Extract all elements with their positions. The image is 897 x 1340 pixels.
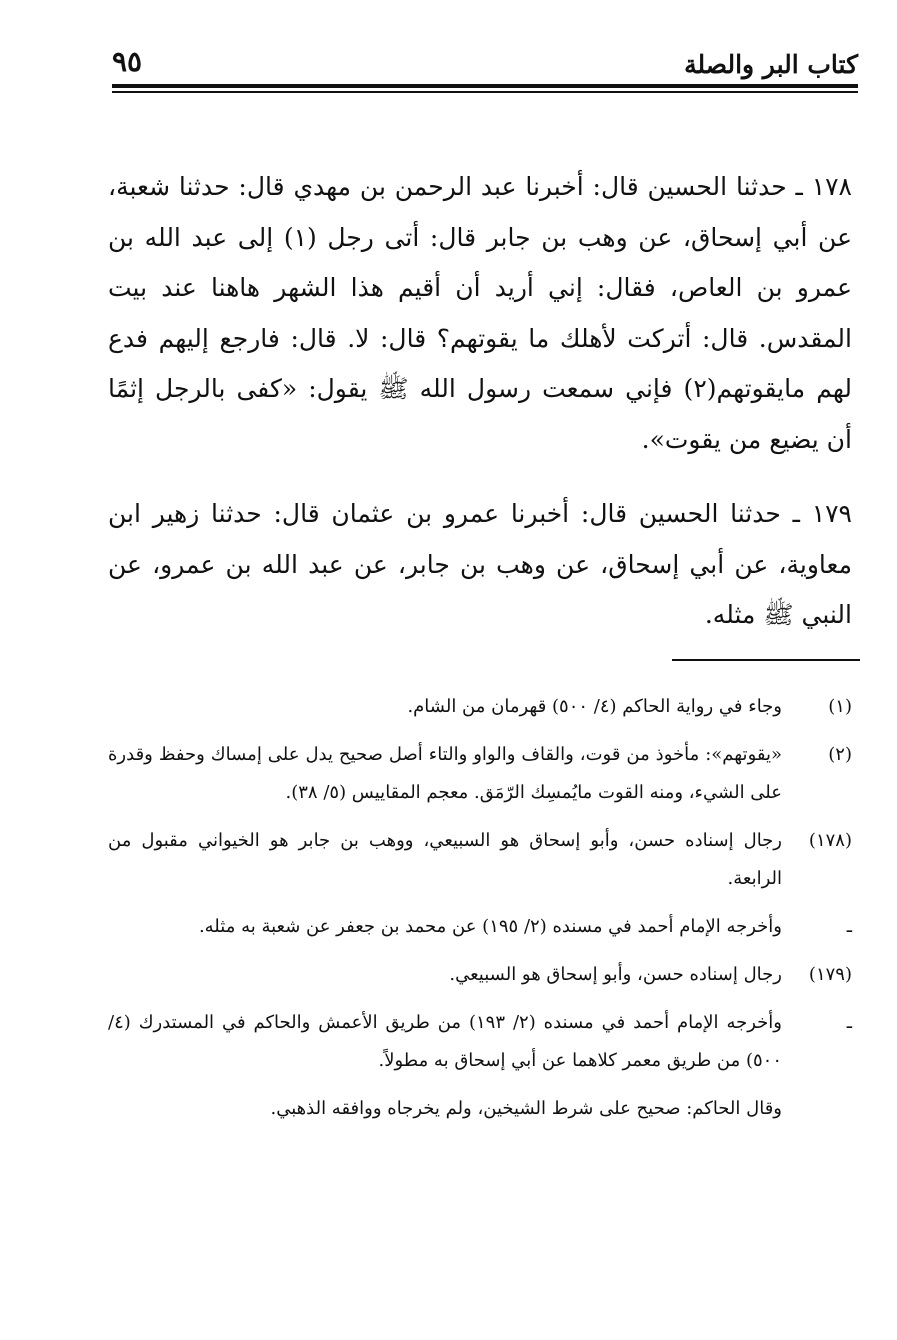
footnote-mark: (١٧٨) — [808, 830, 852, 851]
footnote-text: وأخرجه الإمام أحمد في مسنده (٢/ ١٩٥) عن محمد بن جعفر عن شعبة به مثله. — [198, 916, 782, 937]
chapter-title: كتاب البر والصلة — [684, 50, 858, 79]
header-rule-thick — [112, 84, 858, 88]
footnote-mark: (١) — [828, 696, 852, 717]
footnote-mark: ـ — [846, 916, 852, 937]
closing-note: وقال الحاكم: صحيح على شرط الشيخين، ولم يخرجاه ووافقه الذهبي. — [270, 1098, 782, 1119]
page-header — [112, 46, 858, 86]
footnote-text: وجاء في رواية الحاكم (٤/ ٥٠٠) قهرمان من الشام. — [407, 696, 782, 717]
footnote-mark: (١٧٩) — [808, 964, 852, 985]
footnote-mark: ـ — [846, 1012, 852, 1033]
footnotes — [108, 688, 852, 1138]
hadith-178: ١٧٨ ـ حدثنا الحسين قال: أخبرنا عبد الرحمن بن مهدي قال: حدثنا شعبة، عن أبي إسحاق، عن وهب بن جابر قال: أتى رجل (١) إلى عبد الله بن عمرو بن العاص، فقال: إني أريد أن أقيم هذا الشهر هاهنا عند بيت المقدس. قال: أتركت لأهلك ما يقوتهم؟ قال: لا. قال: فارجع إليهم فدع لهم مايقوتهم(٢) فإني سمعت رسول الله ﷺ يقول: «كفى بالرجل إثمًا أن يضيع من يقوت». — [108, 172, 853, 454]
footnote-text: رجال إسناده حسن، وأبو إسحاق هو السبيعي، ووهب بن جابر هو الخيواني مقبول من الرابعة. — [108, 830, 782, 889]
footnote-item — [108, 688, 852, 726]
footnote-item — [108, 908, 852, 946]
header-rule-thin — [112, 91, 858, 93]
main-text — [108, 162, 852, 641]
footnote-text: وأخرجه الإمام أحمد في مسنده (٢/ ١٩٣) من طريق الأعمش والحاكم في المستدرك (٤/ ٥٠٠) من طريق معمر كلاهما عن أبي إسحاق به مطولاً. — [108, 1012, 782, 1071]
page-number: ٩٥ — [112, 45, 143, 78]
footnote-separator — [672, 659, 860, 661]
footnote-text: رجال إسناده حسن، وأبو إسحاق هو السبيعي. — [449, 964, 782, 985]
footnote-text: «يقوتهم»: مأخوذ من قوت، والقاف والواو والتاء أصل صحيح يدل على إمساك وحفظ وقدرة على الشيء، ومنه القوت مايُمسِك الرّمَق. معجم المقاييس (٥/ ٣٨). — [108, 744, 782, 803]
footnote-mark: (٢) — [828, 744, 852, 765]
footnote-item — [108, 736, 852, 812]
footnote-item — [108, 822, 852, 898]
hadith-179: ١٧٩ ـ حدثنا الحسين قال: أخبرنا عمرو بن عثمان قال: حدثنا زهير ابن معاوية، عن أبي إسحاق، عن وهب بن جابر، عن عبد الله بن عمرو، عن النبي ﷺ مثله. — [108, 499, 852, 629]
footnote-item — [108, 956, 852, 994]
footnote-item — [108, 1004, 852, 1080]
